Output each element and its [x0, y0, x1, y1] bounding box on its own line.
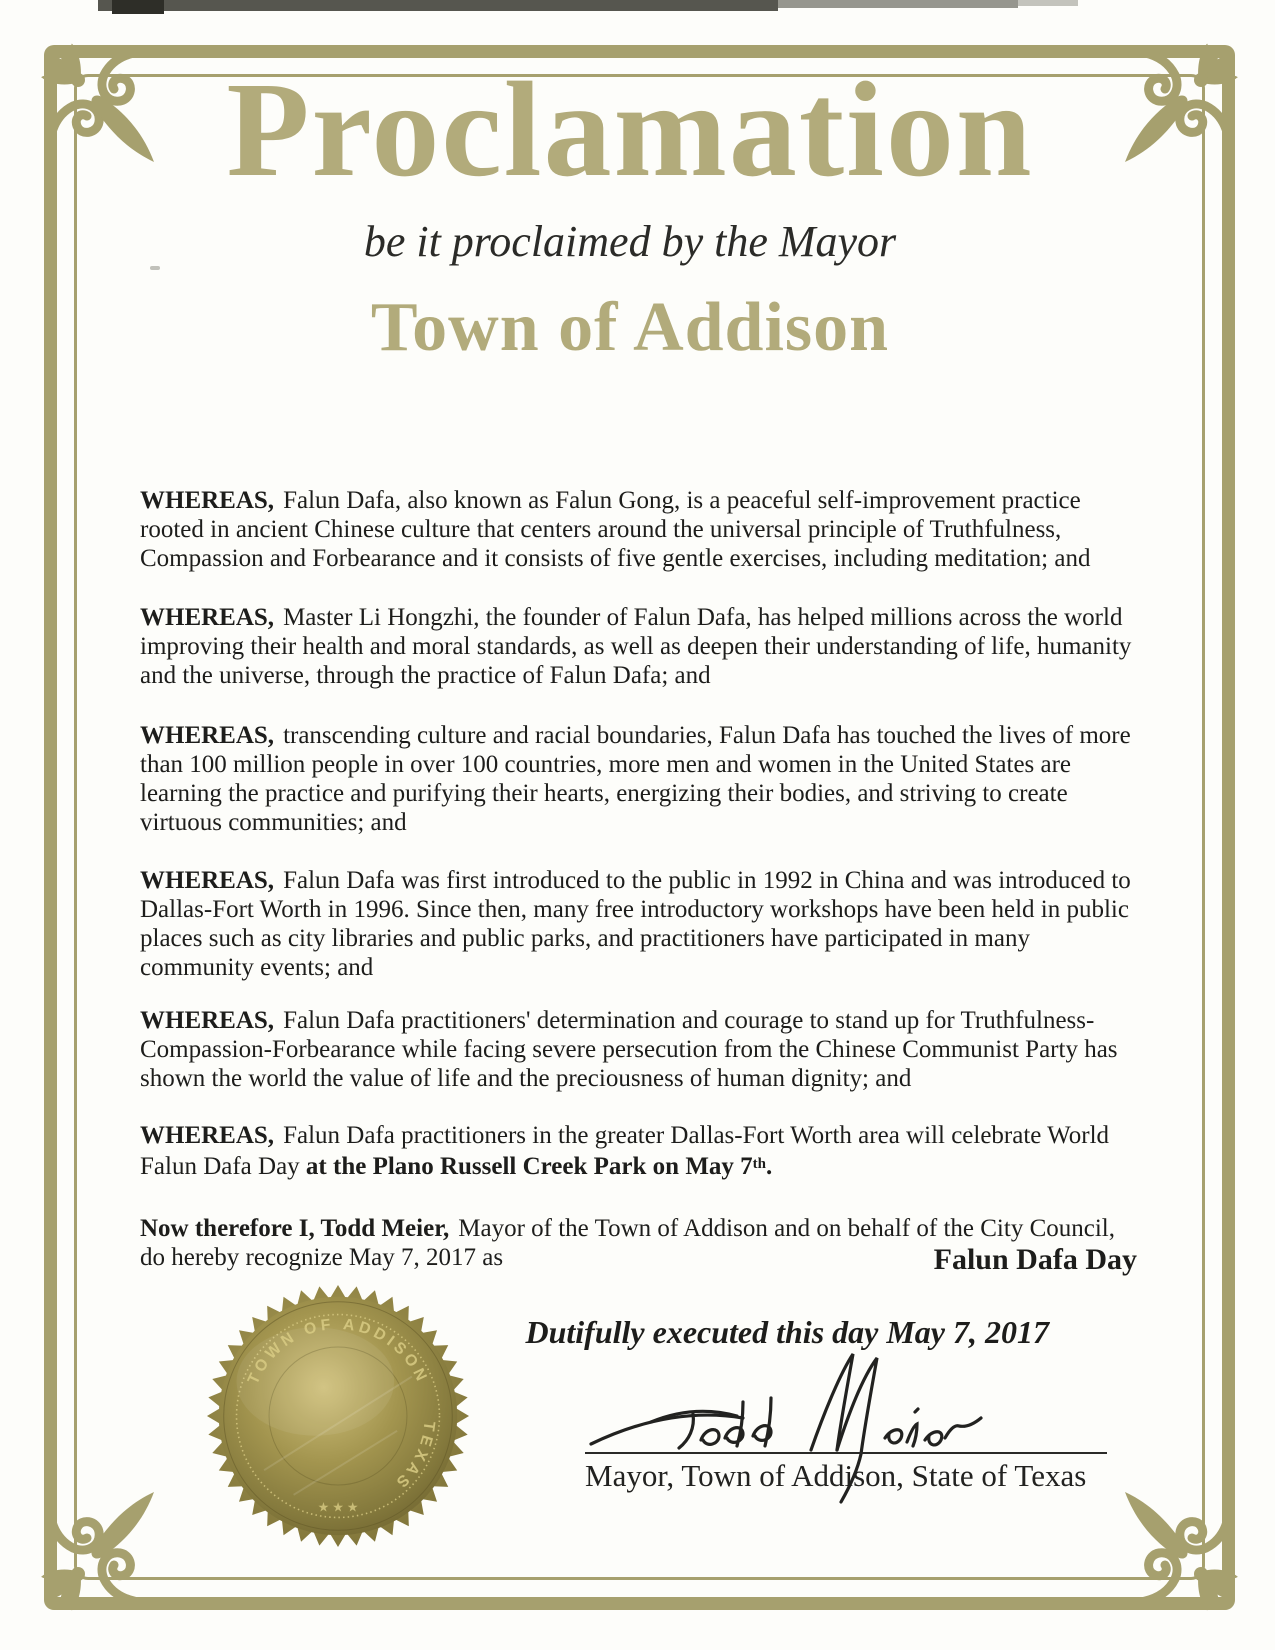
subtitle: be it proclaimed by the Mayor	[363, 217, 897, 266]
paragraph-text: Falun Dafa practitioners in the greater Dallas-Fort Worth area will celebrate World Falun Dafa Day	[140, 1122, 1110, 1180]
seal-side-text: TEXAS	[390, 1420, 438, 1493]
paragraph-text: Falun Dafa practitioners' determination and courage to stand up for Truthfulness-Compassion-Forbearance while facing severe persecution from the Chinese Communist Party has shown the world the value of life and the preciousness of human dignity; and	[140, 1007, 1118, 1092]
scan-artifact	[112, 0, 164, 14]
signature-title: Mayor, Town of Addison, State of Texas	[585, 1458, 1087, 1493]
event-location-text: at the Plano Russell Creek Park on May 7	[305, 1153, 753, 1180]
execution-statement: Dutifully executed this day May 7, 2017	[525, 1314, 1049, 1350]
scan-artifact	[778, 0, 1018, 8]
whereas-lead: WHEREAS,	[140, 867, 275, 894]
seal-stars: ★ ★ ★	[317, 1500, 359, 1515]
whereas-paragraph	[140, 603, 1142, 690]
ordinal-suffix: th	[752, 1156, 767, 1172]
page-title: Proclamation	[226, 55, 1034, 205]
closing-lead: Now therefore I, Todd Meier,	[140, 1215, 450, 1242]
paragraph-text: Falun Dafa, also known as Falun Gong, is a peaceful self-improvement practice rooted in ancient Chinese culture that centers around the universal principle of Truthfulness, Compassion and Forbearance and it consists of five gentle exercises, including meditation; and	[140, 487, 1091, 572]
signature-line	[585, 1452, 1107, 1454]
whereas-paragraph	[140, 486, 1142, 573]
seal-arc-text: TOWN OF ADDISON	[244, 1316, 432, 1388]
whereas-lead: WHEREAS,	[140, 604, 275, 631]
corner-ornament-icon	[34, 1468, 184, 1618]
proclaimed-day-title: Falun Dafa Day	[933, 1243, 1137, 1276]
municipality-name: Town of Addison	[370, 289, 890, 366]
whereas-paragraph	[140, 1006, 1142, 1093]
scan-artifact	[1018, 0, 1078, 6]
paragraph-text: transcending culture and racial boundaries, Falun Dafa has touched the lives of more than 100 million people in over 100 countries, more men and women in the United States are learning the practice and purifying their hearts, energizing their bodies, and striving to create virtuous communities; and	[140, 722, 1131, 836]
whereas-lead: WHEREAS,	[140, 722, 275, 749]
whereas-paragraph	[140, 866, 1142, 982]
paragraph-tail: .	[766, 1153, 773, 1180]
whereas-paragraph	[140, 721, 1142, 837]
whereas-paragraph	[140, 1121, 1142, 1181]
town-seal-icon	[205, 1283, 471, 1549]
paragraph-text: Master Li Hongzhi, the founder of Falun Dafa, has helped millions across the world improving their health and moral standards, as well as deepen their understanding of life, humanity and the universe, through the practice of Falun Dafa; and	[140, 604, 1132, 689]
whereas-lead: WHEREAS,	[140, 1007, 275, 1034]
whereas-lead: WHEREAS,	[140, 1122, 275, 1149]
whereas-lead: WHEREAS,	[140, 487, 275, 514]
closing-text: Mayor of the Town of Addison and on behalf of the City Council, do hereby recognize May 7, 2017 as	[140, 1215, 1115, 1271]
scan-artifact	[98, 0, 778, 11]
paragraph-text: Falun Dafa was first introduced to the public in 1992 in China and was introduced to Dallas-Fort Worth in 1996. Since then, many free introductory workshops have been held in public places such as city libraries and public parks, and practitioners have participated in many community events; and	[140, 867, 1131, 981]
